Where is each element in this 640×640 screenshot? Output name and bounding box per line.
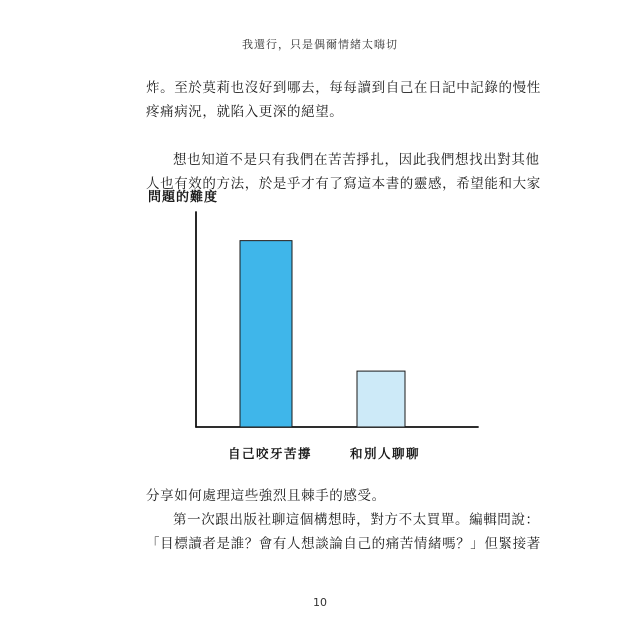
paragraph-1-line-2: 疼痛病況，就陷入更深的絕望。	[146, 104, 344, 120]
paragraph-3-line-1: 分享如何處理這些強烈且棘手的感受。	[146, 488, 386, 504]
paragraph-3	[146, 484, 541, 556]
chart-title: 問題的難度	[148, 190, 219, 205]
running-head: 我還行，只是偶爾情緒太嗨切	[242, 38, 398, 51]
paragraph-3-line-2: 第一次跟出版社聊這個構想時，對方不太買單。編輯問說：	[173, 512, 540, 528]
category-label-talk: 和別人聊聊	[350, 446, 421, 461]
paragraph-2-line-2: 人也有效的方法，於是乎才有了寫這本書的靈感，希望能和大家	[146, 176, 541, 192]
bars-group	[240, 241, 405, 427]
paragraph-1-line-1: 炸。至於莫莉也沒好到哪去，每每讀到自己在日記中記錄的慢性	[146, 80, 541, 96]
paragraph-1	[146, 76, 541, 124]
paragraph-3-line-3: 「目標讀者是誰？會有人想談論自己的痛苦情緒嗎？」但緊接著	[146, 536, 541, 552]
page-number: 10	[313, 596, 327, 609]
bar-talk	[357, 371, 405, 427]
bar-self	[240, 241, 292, 427]
category-label-self: 自己咬牙苦撐	[228, 446, 313, 461]
paragraph-2-line-1: 想也知道不是只有我們在苦苦掙扎，因此我們想找出對其他	[173, 152, 540, 168]
